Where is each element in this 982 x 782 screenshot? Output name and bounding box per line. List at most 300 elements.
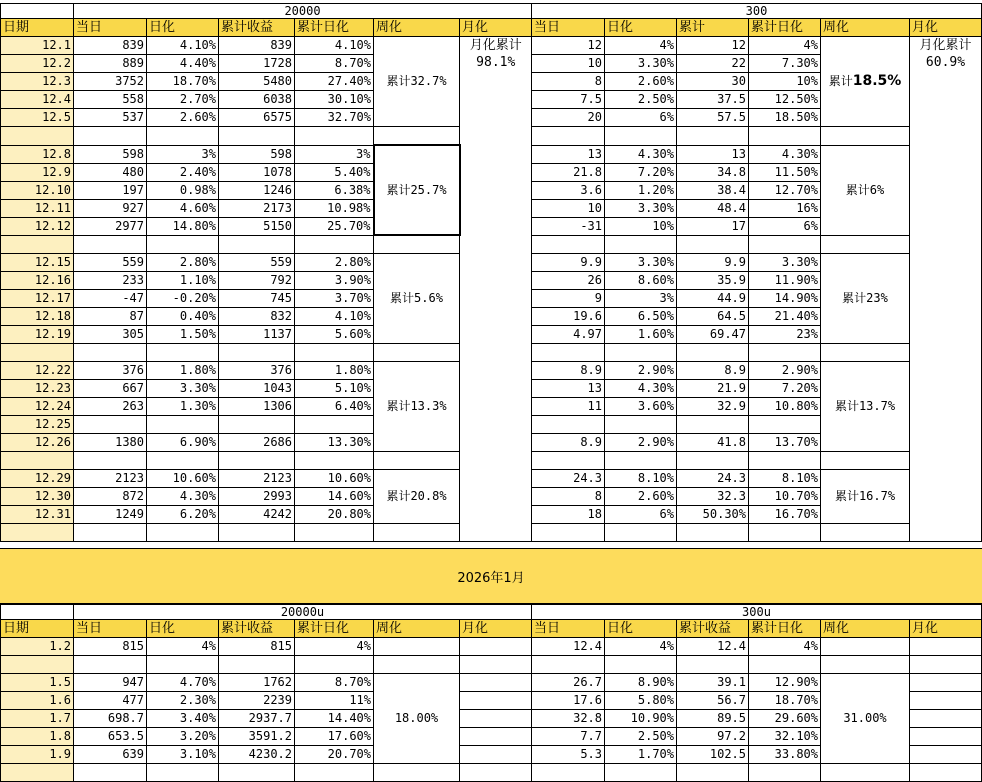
cell-a-0[interactable] — [74, 416, 147, 434]
weekly-total-a[interactable]: 累计5.6% — [374, 254, 460, 344]
cell-a-3[interactable]: 11% — [295, 692, 374, 710]
cell-a-3[interactable]: 14.60% — [295, 488, 374, 506]
cell-a-2[interactable]: 2239 — [219, 692, 295, 710]
cell-b-3[interactable]: 10% — [749, 73, 821, 91]
cell-a-3[interactable] — [295, 127, 374, 146]
cell-b-0[interactable]: 3.6 — [532, 181, 605, 199]
cell-a-1[interactable] — [147, 764, 219, 782]
cell-a-3[interactable]: 14.40% — [295, 710, 374, 728]
cell-b-3[interactable]: 13.70% — [749, 434, 821, 452]
cell-b-1[interactable]: 2.50% — [605, 91, 677, 109]
cell-a-0[interactable]: 639 — [74, 746, 147, 764]
cell-a-3[interactable] — [295, 656, 374, 674]
cell-a-1[interactable]: 3.10% — [147, 746, 219, 764]
date-cell[interactable]: 12.11 — [1, 199, 74, 217]
cell-a-3[interactable]: 2.80% — [295, 254, 374, 272]
cell-b-1[interactable]: 7.20% — [605, 163, 677, 181]
cell-b-3[interactable]: 14.90% — [749, 290, 821, 308]
cell-a-1[interactable]: 2.30% — [147, 692, 219, 710]
cell-a-3[interactable]: 6.40% — [295, 398, 374, 416]
date-cell[interactable]: 12.16 — [1, 272, 74, 290]
cell-b-2[interactable] — [677, 764, 749, 782]
cell-b-1[interactable]: 4.30% — [605, 145, 677, 163]
cell-b-2[interactable] — [677, 452, 749, 470]
cell-a-0[interactable]: 839 — [74, 37, 147, 55]
cell-a-2[interactable]: 1246 — [219, 181, 295, 199]
monthly-cell-b[interactable] — [910, 692, 982, 710]
cell-b-2[interactable]: 56.7 — [677, 692, 749, 710]
cell-b-2[interactable] — [677, 127, 749, 146]
cell-a-1[interactable]: 18.70% — [147, 73, 219, 91]
weekly-total-b[interactable]: 累计16.7% — [821, 470, 910, 524]
cell-b-3[interactable] — [749, 127, 821, 146]
cell-a-0[interactable]: 815 — [74, 638, 147, 656]
cell-a-0[interactable]: 667 — [74, 380, 147, 398]
cell-a-1[interactable]: 14.80% — [147, 217, 219, 235]
cell-a-3[interactable]: 6.38% — [295, 181, 374, 199]
date-cell[interactable]: 12.25 — [1, 416, 74, 434]
cell-a-3[interactable]: 4% — [295, 638, 374, 656]
cell-b-0[interactable] — [532, 452, 605, 470]
date-cell[interactable]: 12.3 — [1, 73, 74, 91]
monthly-cell-b[interactable] — [910, 728, 982, 746]
date-cell[interactable]: 1.7 — [1, 710, 74, 728]
cell-b-3[interactable]: 23% — [749, 326, 821, 344]
cell-a-1[interactable]: 4.30% — [147, 488, 219, 506]
cell-a-0[interactable]: 87 — [74, 308, 147, 326]
cell-a-2[interactable]: 2937.7 — [219, 710, 295, 728]
cell-b-3[interactable]: 12.70% — [749, 181, 821, 199]
date-cell[interactable]: 12.8 — [1, 145, 74, 163]
cell-b-3[interactable]: 11.90% — [749, 272, 821, 290]
cell-a-2[interactable] — [219, 524, 295, 542]
cell-b-2[interactable]: 102.5 — [677, 746, 749, 764]
cell-a-0[interactable] — [74, 764, 147, 782]
cell-a-0[interactable]: 558 — [74, 91, 147, 109]
cell-b-1[interactable]: 4% — [605, 638, 677, 656]
cell-b-1[interactable]: 3.30% — [605, 199, 677, 217]
cell-a-3[interactable]: 3% — [295, 145, 374, 163]
date-cell[interactable] — [1, 127, 74, 146]
cell-a-3[interactable]: 32.70% — [295, 109, 374, 127]
cell-b-2[interactable] — [677, 344, 749, 362]
cell-a-2[interactable]: 1762 — [219, 674, 295, 692]
cell-b-1[interactable] — [605, 344, 677, 362]
cell-a-2[interactable]: 832 — [219, 308, 295, 326]
cell-b-0[interactable]: 26.7 — [532, 674, 605, 692]
cell-b-3[interactable]: 18.50% — [749, 109, 821, 127]
cell-b-3[interactable]: 21.40% — [749, 308, 821, 326]
date-cell[interactable]: 12.17 — [1, 290, 74, 308]
cell-a-2[interactable]: 598 — [219, 145, 295, 163]
date-cell[interactable] — [1, 524, 74, 542]
cell-b-3[interactable]: 16.70% — [749, 506, 821, 524]
weekly-total-a[interactable]: 累计13.3% — [374, 362, 460, 452]
cell-b-0[interactable]: 18 — [532, 506, 605, 524]
date-cell[interactable] — [1, 656, 74, 674]
cell-a-2[interactable]: 815 — [219, 638, 295, 656]
monthly-cell-a[interactable] — [460, 728, 532, 746]
cell-a-3[interactable]: 1.80% — [295, 362, 374, 380]
cell-b-0[interactable]: 4.97 — [532, 326, 605, 344]
date-cell[interactable]: 12.10 — [1, 181, 74, 199]
cell-b-2[interactable]: 34.8 — [677, 163, 749, 181]
cell-a-0[interactable]: 233 — [74, 272, 147, 290]
weekly-total-a[interactable]: 累计25.7% — [374, 145, 460, 235]
cell-a-0[interactable]: 477 — [74, 692, 147, 710]
cell-b-2[interactable] — [677, 235, 749, 254]
monthly-cell-b[interactable] — [910, 710, 982, 728]
cell-a-3[interactable] — [295, 452, 374, 470]
cell-b-0[interactable]: 26 — [532, 272, 605, 290]
cell-a-3[interactable]: 8.70% — [295, 55, 374, 73]
cell-a-3[interactable] — [295, 524, 374, 542]
cell-a-1[interactable]: 2.60% — [147, 109, 219, 127]
cell-a-2[interactable]: 6575 — [219, 109, 295, 127]
cell-b-0[interactable]: 7.7 — [532, 728, 605, 746]
monthly-cell-a[interactable] — [460, 674, 532, 692]
cell-a-2[interactable]: 3591.2 — [219, 728, 295, 746]
weekly-total-a[interactable]: 18.00% — [374, 674, 460, 764]
cell-a-2[interactable]: 2173 — [219, 199, 295, 217]
cell-a-1[interactable]: -0.20% — [147, 290, 219, 308]
cell-a-2[interactable]: 1078 — [219, 163, 295, 181]
cell-a-1[interactable]: 3% — [147, 145, 219, 163]
cell-b-0[interactable] — [532, 344, 605, 362]
cell-b-1[interactable]: 2.90% — [605, 434, 677, 452]
cell-b-3[interactable]: 33.80% — [749, 746, 821, 764]
cell-b-1[interactable]: 4% — [605, 37, 677, 55]
monthly-cell-b[interactable] — [910, 656, 982, 674]
weekly-total-b[interactable] — [821, 638, 910, 656]
cell-a-2[interactable] — [219, 656, 295, 674]
cell-a-0[interactable]: 889 — [74, 55, 147, 73]
cell-a-2[interactable] — [219, 127, 295, 146]
cell-a-1[interactable] — [147, 235, 219, 254]
cell-b-3[interactable]: 4.30% — [749, 145, 821, 163]
cell-a-2[interactable]: 1728 — [219, 55, 295, 73]
cell-a-2[interactable] — [219, 764, 295, 782]
monthly-cell-a[interactable] — [460, 764, 532, 782]
monthly-total-b[interactable] — [910, 37, 982, 542]
cell-a-2[interactable]: 6038 — [219, 91, 295, 109]
cell-a-2[interactable]: 1043 — [219, 380, 295, 398]
date-cell[interactable] — [1, 344, 74, 362]
monthly-cell-a[interactable] — [460, 656, 532, 674]
monthly-cell-b[interactable] — [910, 638, 982, 656]
cell-a-3[interactable] — [295, 764, 374, 782]
cell-b-2[interactable]: 41.8 — [677, 434, 749, 452]
cell-b-3[interactable]: 12.90% — [749, 674, 821, 692]
cell-b-0[interactable]: 8 — [532, 73, 605, 91]
cell-b-0[interactable]: 12.4 — [532, 638, 605, 656]
weekly-total-a[interactable]: 累计20.8% — [374, 470, 460, 524]
cell-a-1[interactable] — [147, 452, 219, 470]
cell-a-0[interactable] — [74, 656, 147, 674]
cell-b-2[interactable] — [677, 524, 749, 542]
cell-b-2[interactable]: 64.5 — [677, 308, 749, 326]
cell-a-2[interactable] — [219, 452, 295, 470]
cell-b-0[interactable]: 8.9 — [532, 362, 605, 380]
date-cell[interactable]: 1.5 — [1, 674, 74, 692]
date-cell[interactable]: 12.18 — [1, 308, 74, 326]
cell-a-1[interactable]: 2.80% — [147, 254, 219, 272]
cell-a-3[interactable]: 10.60% — [295, 470, 374, 488]
cell-a-2[interactable]: 4242 — [219, 506, 295, 524]
cell-b-0[interactable]: 24.3 — [532, 470, 605, 488]
date-cell[interactable]: 1.9 — [1, 746, 74, 764]
date-cell[interactable]: 12.1 — [1, 37, 74, 55]
cell-b-3[interactable] — [749, 416, 821, 434]
cell-a-2[interactable]: 745 — [219, 290, 295, 308]
cell-b-0[interactable]: 32.8 — [532, 710, 605, 728]
weekly-total-b[interactable]: 31.00% — [821, 674, 910, 764]
weekly-total-a[interactable]: 累计32.7% — [374, 37, 460, 127]
cell-a-0[interactable]: 653.5 — [74, 728, 147, 746]
date-cell[interactable]: 1.6 — [1, 692, 74, 710]
cell-b-2[interactable] — [677, 416, 749, 434]
cell-a-2[interactable]: 5480 — [219, 73, 295, 91]
cell-b-2[interactable]: 50.30% — [677, 506, 749, 524]
cell-b-1[interactable]: 6% — [605, 109, 677, 127]
cell-b-2[interactable]: 12 — [677, 37, 749, 55]
cell-b-2[interactable]: 30 — [677, 73, 749, 91]
cell-b-3[interactable] — [749, 235, 821, 254]
weekly-total-b[interactable]: 累计23% — [821, 254, 910, 344]
cell-b-3[interactable]: 10.70% — [749, 488, 821, 506]
cell-b-2[interactable]: 17 — [677, 217, 749, 235]
cell-a-1[interactable]: 3.40% — [147, 710, 219, 728]
cell-a-3[interactable]: 20.80% — [295, 506, 374, 524]
cell-b-0[interactable] — [532, 764, 605, 782]
date-cell[interactable]: 12.19 — [1, 326, 74, 344]
date-cell[interactable]: 12.22 — [1, 362, 74, 380]
cell-b-1[interactable]: 8.60% — [605, 272, 677, 290]
cell-b-3[interactable]: 4% — [749, 37, 821, 55]
cell-b-0[interactable]: 13 — [532, 380, 605, 398]
cell-a-3[interactable]: 20.70% — [295, 746, 374, 764]
cell-b-0[interactable]: 8 — [532, 488, 605, 506]
cell-a-0[interactable]: 598 — [74, 145, 147, 163]
cell-a-0[interactable]: 480 — [74, 163, 147, 181]
cell-a-0[interactable]: -47 — [74, 290, 147, 308]
cell-b-1[interactable] — [605, 452, 677, 470]
cell-b-3[interactable]: 32.10% — [749, 728, 821, 746]
cell-a-0[interactable]: 263 — [74, 398, 147, 416]
cell-a-3[interactable]: 5.40% — [295, 163, 374, 181]
date-cell[interactable] — [1, 764, 74, 782]
cell-b-3[interactable]: 16% — [749, 199, 821, 217]
date-cell[interactable]: 1.2 — [1, 638, 74, 656]
monthly-cell-b[interactable] — [910, 674, 982, 692]
date-cell[interactable]: 12.15 — [1, 254, 74, 272]
cell-b-0[interactable]: 19.6 — [532, 308, 605, 326]
cell-a-0[interactable]: 537 — [74, 109, 147, 127]
cell-a-1[interactable]: 2.70% — [147, 91, 219, 109]
cell-a-1[interactable]: 0.98% — [147, 181, 219, 199]
cell-b-1[interactable]: 10% — [605, 217, 677, 235]
cell-b-3[interactable] — [749, 764, 821, 782]
cell-b-2[interactable]: 48.4 — [677, 199, 749, 217]
cell-b-2[interactable]: 57.5 — [677, 109, 749, 127]
cell-a-3[interactable] — [295, 235, 374, 254]
cell-a-2[interactable] — [219, 416, 295, 434]
weekly-total-b[interactable]: 累计13.7% — [821, 362, 910, 452]
cell-b-1[interactable]: 3.30% — [605, 254, 677, 272]
cell-b-3[interactable]: 4% — [749, 638, 821, 656]
cell-a-2[interactable]: 1137 — [219, 326, 295, 344]
cell-b-2[interactable]: 37.5 — [677, 91, 749, 109]
cell-a-1[interactable]: 3.20% — [147, 728, 219, 746]
cell-b-1[interactable] — [605, 127, 677, 146]
cell-b-2[interactable]: 8.9 — [677, 362, 749, 380]
cell-b-1[interactable]: 10.90% — [605, 710, 677, 728]
cell-a-3[interactable]: 3.70% — [295, 290, 374, 308]
weekly-total-b[interactable]: 累计6% — [821, 145, 910, 235]
cell-b-0[interactable]: 17.6 — [532, 692, 605, 710]
cell-a-0[interactable] — [74, 344, 147, 362]
date-cell[interactable]: 12.2 — [1, 55, 74, 73]
monthly-cell-a[interactable] — [460, 710, 532, 728]
cell-a-1[interactable]: 4.60% — [147, 199, 219, 217]
cell-a-0[interactable]: 1380 — [74, 434, 147, 452]
cell-b-0[interactable]: 10 — [532, 55, 605, 73]
cell-b-3[interactable] — [749, 524, 821, 542]
cell-b-0[interactable]: 8.9 — [532, 434, 605, 452]
cell-a-0[interactable]: 2123 — [74, 470, 147, 488]
cell-a-1[interactable] — [147, 416, 219, 434]
cell-a-2[interactable]: 2993 — [219, 488, 295, 506]
cell-a-3[interactable]: 25.70% — [295, 217, 374, 235]
cell-b-3[interactable] — [749, 344, 821, 362]
cell-b-1[interactable]: 1.70% — [605, 746, 677, 764]
cell-a-2[interactable]: 559 — [219, 254, 295, 272]
cell-b-0[interactable]: 9 — [532, 290, 605, 308]
cell-b-0[interactable]: 21.8 — [532, 163, 605, 181]
cell-b-3[interactable]: 11.50% — [749, 163, 821, 181]
cell-a-1[interactable]: 10.60% — [147, 470, 219, 488]
cell-a-3[interactable]: 17.60% — [295, 728, 374, 746]
cell-a-0[interactable]: 376 — [74, 362, 147, 380]
cell-a-1[interactable]: 4.40% — [147, 55, 219, 73]
cell-b-2[interactable]: 24.3 — [677, 470, 749, 488]
date-cell[interactable]: 12.23 — [1, 380, 74, 398]
cell-a-2[interactable]: 376 — [219, 362, 295, 380]
date-cell[interactable]: 12.24 — [1, 398, 74, 416]
cell-b-0[interactable]: 5.3 — [532, 746, 605, 764]
date-cell[interactable]: 12.29 — [1, 470, 74, 488]
cell-a-1[interactable]: 4.10% — [147, 37, 219, 55]
cell-a-0[interactable]: 947 — [74, 674, 147, 692]
cell-b-2[interactable]: 13 — [677, 145, 749, 163]
cell-b-1[interactable]: 2.90% — [605, 362, 677, 380]
cell-a-0[interactable]: 2977 — [74, 217, 147, 235]
cell-a-0[interactable]: 698.7 — [74, 710, 147, 728]
cell-a-3[interactable]: 10.98% — [295, 199, 374, 217]
cell-b-3[interactable]: 7.20% — [749, 380, 821, 398]
cell-a-3[interactable]: 30.10% — [295, 91, 374, 109]
cell-b-1[interactable] — [605, 524, 677, 542]
cell-b-0[interactable]: -31 — [532, 217, 605, 235]
cell-a-0[interactable] — [74, 452, 147, 470]
cell-b-2[interactable]: 32.3 — [677, 488, 749, 506]
cell-a-3[interactable]: 3.90% — [295, 272, 374, 290]
cell-a-2[interactable] — [219, 344, 295, 362]
cell-a-1[interactable]: 1.50% — [147, 326, 219, 344]
cell-b-1[interactable]: 1.60% — [605, 326, 677, 344]
cell-b-3[interactable]: 10.80% — [749, 398, 821, 416]
cell-a-0[interactable]: 3752 — [74, 73, 147, 91]
cell-b-0[interactable] — [532, 127, 605, 146]
monthly-cell-a[interactable] — [460, 638, 532, 656]
cell-b-2[interactable]: 12.4 — [677, 638, 749, 656]
cell-b-0[interactable]: 7.5 — [532, 91, 605, 109]
cell-a-3[interactable]: 27.40% — [295, 73, 374, 91]
cell-a-1[interactable]: 4% — [147, 638, 219, 656]
cell-a-3[interactable] — [295, 416, 374, 434]
cell-a-2[interactable]: 1306 — [219, 398, 295, 416]
cell-b-1[interactable]: 1.20% — [605, 181, 677, 199]
cell-b-2[interactable]: 69.47 — [677, 326, 749, 344]
cell-b-0[interactable] — [532, 524, 605, 542]
cell-a-1[interactable]: 4.70% — [147, 674, 219, 692]
cell-b-2[interactable]: 21.9 — [677, 380, 749, 398]
cell-b-1[interactable]: 6% — [605, 506, 677, 524]
monthly-cell-b[interactable] — [910, 764, 982, 782]
cell-a-1[interactable]: 6.90% — [147, 434, 219, 452]
cell-b-1[interactable] — [605, 764, 677, 782]
date-cell[interactable]: 1.8 — [1, 728, 74, 746]
cell-b-2[interactable]: 9.9 — [677, 254, 749, 272]
cell-a-1[interactable] — [147, 127, 219, 146]
cell-b-1[interactable]: 3.60% — [605, 398, 677, 416]
cell-b-0[interactable]: 9.9 — [532, 254, 605, 272]
cell-b-2[interactable]: 35.9 — [677, 272, 749, 290]
cell-b-0[interactable]: 11 — [532, 398, 605, 416]
cell-a-1[interactable]: 3.30% — [147, 380, 219, 398]
cell-a-0[interactable]: 197 — [74, 181, 147, 199]
cell-a-2[interactable]: 792 — [219, 272, 295, 290]
weekly-total-b[interactable] — [821, 37, 910, 127]
cell-b-0[interactable]: 13 — [532, 145, 605, 163]
date-cell[interactable]: 12.5 — [1, 109, 74, 127]
cell-b-1[interactable]: 5.80% — [605, 692, 677, 710]
cell-b-1[interactable] — [605, 416, 677, 434]
monthly-cell-a[interactable] — [460, 692, 532, 710]
cell-b-1[interactable]: 8.90% — [605, 674, 677, 692]
cell-b-0[interactable]: 12 — [532, 37, 605, 55]
cell-b-1[interactable]: 3.30% — [605, 55, 677, 73]
cell-a-1[interactable]: 0.40% — [147, 308, 219, 326]
cell-a-0[interactable]: 1249 — [74, 506, 147, 524]
cell-b-3[interactable]: 2.90% — [749, 362, 821, 380]
date-cell[interactable]: 12.31 — [1, 506, 74, 524]
cell-b-3[interactable]: 3.30% — [749, 254, 821, 272]
cell-a-0[interactable] — [74, 127, 147, 146]
monthly-cell-a[interactable] — [460, 746, 532, 764]
cell-a-1[interactable]: 1.10% — [147, 272, 219, 290]
cell-a-3[interactable]: 4.10% — [295, 308, 374, 326]
cell-a-2[interactable]: 4230.2 — [219, 746, 295, 764]
cell-a-1[interactable] — [147, 524, 219, 542]
cell-a-3[interactable]: 4.10% — [295, 37, 374, 55]
cell-b-3[interactable] — [749, 656, 821, 674]
cell-b-2[interactable]: 32.9 — [677, 398, 749, 416]
date-cell[interactable]: 12.4 — [1, 91, 74, 109]
cell-b-2[interactable]: 97.2 — [677, 728, 749, 746]
cell-b-3[interactable]: 18.70% — [749, 692, 821, 710]
cell-b-2[interactable]: 39.1 — [677, 674, 749, 692]
